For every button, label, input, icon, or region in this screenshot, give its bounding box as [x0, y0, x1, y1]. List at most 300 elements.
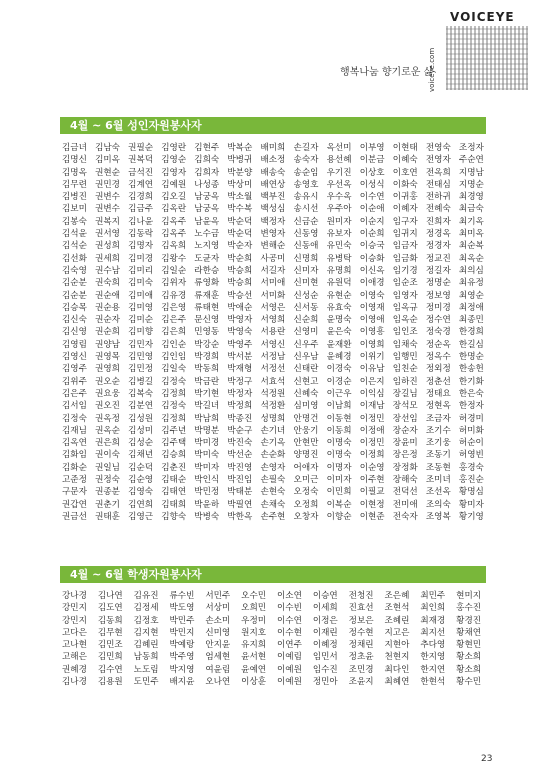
volunteer-name: 조동현 — [425, 462, 451, 473]
volunteer-name: 허순이 — [458, 438, 484, 449]
volunteer-name: 서정선 — [260, 364, 286, 375]
volunteer-name: 윤명숙 — [326, 315, 352, 326]
volunteer-name: 이명숙 — [326, 438, 352, 449]
volunteer-name: 김순분 — [62, 290, 87, 301]
volunteer-name: 어애자 — [293, 462, 319, 473]
volunteer-name: 이애경 — [359, 278, 385, 289]
volunteer-name: 손채숙 — [260, 499, 286, 510]
volunteer-name: 유효숙 — [326, 302, 352, 313]
volunteer-name: 이순희 — [359, 229, 385, 240]
volunteer-name: 도균자 — [194, 253, 220, 264]
volunteer-name: 류재훈 — [194, 290, 220, 301]
volunteer-name: 황명심 — [458, 487, 484, 498]
volunteer-name: 최경영 — [458, 192, 484, 203]
volunteer-name: 박미경 — [194, 438, 220, 449]
volunteer-name: 석정환 — [260, 401, 286, 412]
volunteer-name: 배미희 — [260, 143, 286, 153]
volunteer-name: 정미경 — [425, 302, 451, 313]
volunteer-name: 최금숙 — [458, 204, 484, 215]
volunteer-name: 황기영 — [458, 511, 484, 522]
adult-volunteers-list — [62, 142, 492, 523]
volunteer-name: 이예원 — [276, 677, 302, 688]
volunteer-name: 김병길 — [128, 376, 154, 387]
volunteer-name: 우정미 — [241, 615, 267, 626]
adult-volunteers-heading: 4월 ~ 6월 성인자원봉사자 — [60, 117, 486, 134]
volunteer-name: 권숙희 — [95, 278, 120, 289]
volunteer-name: 류영화 — [194, 278, 220, 289]
volunteer-name: 사공미 — [260, 253, 286, 264]
student-volunteers-list — [62, 590, 492, 688]
volunteer-name: 이예림 — [276, 652, 302, 663]
volunteer-name: 박도영 — [169, 603, 195, 614]
volunteer-name: 강민지 — [62, 615, 87, 626]
volunteer-name: 정보은 — [348, 615, 374, 626]
volunteer-name: 윤혜경 — [326, 352, 352, 363]
volunteer-name: 최옥순 — [458, 253, 484, 264]
volunteer-name: 박병귀 — [227, 155, 253, 166]
volunteer-name: 김선화 — [62, 253, 87, 264]
volunteer-name: 한경희 — [458, 327, 484, 338]
volunteer-name: 박순구 — [227, 425, 253, 436]
volunteer-name: 오수민 — [241, 591, 267, 601]
volunteer-name: 안지윤 — [205, 640, 231, 651]
volunteer-name: 한지연 — [420, 664, 446, 675]
volunteer-name: 박분양 — [227, 167, 253, 178]
volunteer-name: 신성순 — [293, 290, 319, 301]
volunteer-name: 박기현 — [194, 388, 220, 399]
volunteer-name: 김남숙 — [95, 143, 120, 153]
volunteer-name: 이명숙 — [326, 450, 352, 461]
volunteer-name: 김동희 — [97, 615, 123, 626]
volunteer-name: 라한승 — [194, 265, 220, 276]
volunteer-name: 김채년 — [128, 450, 154, 461]
volunteer-name: 박민주 — [169, 615, 195, 626]
volunteer-name: 김인임 — [161, 352, 187, 363]
volunteer-name: 이필교 — [359, 487, 385, 498]
volunteer-name: 배소정 — [260, 155, 286, 166]
volunteer-name: 김일순 — [161, 265, 187, 276]
volunteer-name: 유명희 — [326, 265, 352, 276]
volunteer-name: 이수연 — [276, 615, 302, 626]
volunteer-name: 김은희 — [161, 327, 187, 338]
volunteer-name: 서효석 — [260, 376, 286, 387]
volunteer-name: 허영빈 — [458, 450, 484, 461]
volunteer-name: 신현고 — [293, 376, 319, 387]
volunteer-name: 권복지 — [95, 216, 120, 227]
volunteer-name: 김위주 — [62, 376, 87, 387]
volunteer-name: 류태현 — [194, 302, 220, 313]
volunteer-name: 이경순 — [326, 376, 352, 387]
volunteer-name: 김영신 — [62, 352, 87, 363]
volunteer-name: 고준정 — [62, 475, 87, 486]
volunteer-name: 오정숙 — [293, 487, 319, 498]
volunteer-name: 지명순 — [458, 179, 484, 190]
volunteer-name: 이연주 — [276, 640, 302, 651]
volunteer-name: 박주영 — [169, 652, 195, 663]
volunteer-name: 김옥희 — [161, 241, 187, 252]
volunteer-name: 이성식 — [359, 179, 385, 190]
volunteer-name: 김신영 — [62, 327, 87, 338]
volunteer-name: 백부진 — [260, 192, 286, 203]
volunteer-name: 유병탁 — [326, 253, 352, 264]
volunteer-name: 노지영 — [194, 241, 220, 252]
volunteer-name: 황경진 — [456, 615, 482, 626]
volunteer-name: 조금자 — [425, 413, 451, 424]
volunteer-name: 권혜경 — [62, 664, 87, 675]
volunteer-name: 한명순 — [458, 352, 484, 363]
volunteer-name: 박순덕 — [227, 229, 253, 240]
volunteer-name: 권금선 — [62, 511, 87, 522]
volunteer-name: 김인순 — [161, 339, 187, 350]
volunteer-name: 김오길 — [161, 192, 187, 203]
volunteer-name: 이재남 — [359, 401, 385, 412]
volunteer-name: 서용란 — [260, 327, 286, 338]
volunteer-name: 김순덕 — [128, 462, 154, 473]
volunteer-name: 송유시 — [293, 192, 319, 203]
volunteer-name: 홍수진 — [456, 603, 482, 614]
volunteer-name: 김옥연 — [62, 438, 87, 449]
volunteer-name: 박애순 — [227, 302, 253, 313]
volunteer-name: 전하귀 — [425, 192, 451, 203]
volunteer-name: 김옥주 — [161, 216, 187, 227]
volunteer-name: 이혜정 — [312, 640, 338, 651]
volunteer-name: 박민정 — [194, 487, 220, 498]
volunteer-name: 권이숙 — [95, 450, 120, 461]
volunteer-name: 지고은 — [384, 627, 410, 638]
volunteer-name: 손길자 — [293, 143, 319, 153]
volunteer-name: 이근우 — [326, 388, 352, 399]
volunteer-name: 남윤옥 — [194, 216, 220, 227]
volunteer-name: 박서분 — [227, 352, 253, 363]
volunteer-name: 이예원 — [276, 664, 302, 675]
volunteer-name: 정옥수 — [425, 352, 451, 363]
volunteer-name: 노수금 — [194, 229, 220, 240]
volunteer-name: 남궁옥 — [194, 204, 220, 215]
volunteer-name: 이수연 — [359, 192, 385, 203]
volunteer-name: 최기옥 — [458, 216, 484, 227]
volunteer-name: 권종분 — [95, 487, 120, 498]
volunteer-name: 최미옥 — [458, 229, 484, 240]
volunteer-name: 장순자 — [392, 425, 418, 436]
volunteer-name: 홍진순 — [458, 475, 484, 486]
volunteer-name: 정경옥 — [425, 229, 451, 240]
volunteer-name: 송순임 — [293, 167, 319, 178]
volunteer-name: 김성원 — [128, 413, 154, 424]
volunteer-name: 이정민 — [359, 438, 385, 449]
volunteer-name: 박정희 — [227, 401, 253, 412]
volunteer-name: 문신영 — [194, 315, 220, 326]
volunteer-name: 이상호 — [359, 167, 385, 178]
volunteer-name: 박태분 — [227, 487, 253, 498]
volunteer-name: 최정애 — [458, 302, 484, 313]
volunteer-name: 김성순 — [128, 438, 154, 449]
volunteer-name: 박선순 — [227, 450, 253, 461]
volunteer-name: 원미자 — [326, 216, 352, 227]
volunteer-name: 이순영 — [359, 462, 385, 473]
volunteer-name: 김옥주 — [161, 229, 187, 240]
volunteer-name: 김신숙 — [62, 315, 87, 326]
volunteer-name: 정순옥 — [425, 339, 451, 350]
volunteer-name: 우주아 — [326, 204, 352, 215]
volunteer-name: 김보미 — [62, 204, 87, 215]
volunteer-name: 김민조 — [97, 640, 123, 651]
volunteer-name: 한현석 — [420, 677, 446, 688]
volunteer-name: 조혜린 — [384, 615, 410, 626]
volunteer-name: 김정희 — [161, 388, 187, 399]
volunteer-name: 지명남 — [458, 167, 484, 178]
volunteer-name: 신명희 — [293, 253, 319, 264]
volunteer-name: 박길녀 — [194, 401, 220, 412]
volunteer-name: 조선옥 — [425, 487, 451, 498]
volunteer-name: 서민주 — [205, 591, 231, 601]
volunteer-name: 김무현 — [97, 627, 123, 638]
volunteer-name: 정숙경 — [425, 327, 451, 338]
volunteer-name: 민영동 — [194, 327, 220, 338]
volunteer-name: 김명신 — [62, 155, 87, 166]
volunteer-name: 권태훈 — [95, 511, 120, 522]
volunteer-name: 엄세현 — [205, 652, 231, 663]
volunteer-name: 신동애 — [293, 241, 319, 252]
volunteer-name: 김옥란 — [161, 204, 187, 215]
volunteer-name: 이영숙 — [359, 290, 385, 301]
volunteer-name: 김수연 — [97, 664, 123, 675]
volunteer-name: 이정민 — [359, 413, 385, 424]
volunteer-name: 김숙영 — [62, 265, 87, 276]
volunteer-name: 이혜자 — [392, 204, 418, 215]
volunteer-name: 박민지 — [169, 627, 195, 638]
volunteer-name: 권순애 — [95, 290, 120, 301]
volunteer-name: 김미숙 — [128, 278, 154, 289]
volunteer-name: 전청진 — [348, 591, 374, 601]
volunteer-name: 손기녀 — [260, 425, 286, 436]
volunteer-name: 이은지 — [359, 376, 385, 387]
page-number: 23 — [481, 754, 493, 764]
volunteer-name: 강나경 — [62, 591, 87, 601]
volunteer-name: 오정희 — [293, 499, 319, 510]
volunteer-name: 권옥정 — [95, 413, 120, 424]
volunteer-name: 남동희 — [133, 652, 159, 663]
volunteer-name: 정태요 — [425, 388, 451, 399]
volunteer-name: 전영자 — [425, 155, 451, 166]
volunteer-name: 정외정 — [425, 364, 451, 375]
volunteer-name: 권정숙 — [95, 475, 120, 486]
volunteer-name: 윤재환 — [326, 339, 352, 350]
volunteer-name: 현미지 — [456, 591, 482, 601]
volunteer-name: 이향순 — [326, 511, 352, 522]
volunteer-name: 박필연 — [227, 499, 253, 510]
volunteer-name: 김태연 — [161, 487, 187, 498]
volunteer-name: 김순영 — [128, 475, 154, 486]
volunteer-name: 조현석 — [384, 603, 410, 614]
volunteer-name: 송시선 — [293, 204, 319, 215]
volunteer-name: 이호연 — [392, 167, 418, 178]
volunteer-name: 김민자 — [128, 339, 154, 350]
volunteer-name: 정명순 — [425, 278, 451, 289]
volunteer-name: 박병숙 — [194, 511, 220, 522]
volunteer-name: 이동현 — [326, 413, 352, 424]
volunteer-name: 윤예연 — [241, 664, 267, 675]
volunteer-name: 김복숙 — [128, 388, 154, 399]
volunteer-name: 이경숙 — [326, 364, 352, 375]
volunteer-name: 손순화 — [260, 450, 286, 461]
volunteer-name: 박소월 — [227, 192, 253, 203]
volunteer-name: 김영순 — [161, 155, 187, 166]
volunteer-name: 김태희 — [161, 499, 187, 510]
volunteer-name: 임영자 — [392, 290, 418, 301]
volunteer-name: 김민영 — [128, 352, 154, 363]
volunteer-name: 윤서현 — [241, 652, 267, 663]
volunteer-name: 홍경숙 — [458, 462, 484, 473]
volunteer-name: 신우남 — [293, 352, 319, 363]
volunteer-name: 김나윤 — [128, 216, 154, 227]
volunteer-name: 김병진 — [62, 192, 87, 203]
volunteer-name: 전혜숙 — [425, 204, 451, 215]
volunteer-name: 최혜연 — [384, 677, 410, 688]
volunteer-name: 이수빈 — [276, 603, 302, 614]
volunteer-name: 이승연 — [312, 591, 338, 601]
volunteer-name: 장길님 — [392, 388, 418, 399]
volunteer-name: 최영순 — [458, 290, 484, 301]
volunteer-name: 김나경 — [62, 677, 87, 688]
volunteer-name: 손주현 — [260, 511, 286, 522]
volunteer-name: 박복순 — [227, 143, 253, 153]
volunteer-name: 권서영 — [95, 229, 120, 240]
volunteer-name: 안명건 — [293, 413, 319, 424]
volunteer-name: 황현민 — [456, 640, 482, 651]
volunteer-name: 권영목 — [95, 352, 120, 363]
volunteer-name: 우기진 — [326, 167, 352, 178]
volunteer-name: 이위기 — [359, 352, 385, 363]
volunteer-name: 이수현 — [276, 627, 302, 638]
volunteer-name: 임인조 — [392, 327, 418, 338]
volunteer-name: 권춘기 — [95, 499, 120, 510]
volunteer-name: 조의숙 — [425, 499, 451, 510]
volunteer-name: 정채린 — [348, 640, 374, 651]
volunteer-name: 장윤미 — [392, 438, 418, 449]
volunteer-name: 황소희 — [456, 664, 482, 675]
volunteer-name: 안웅기 — [293, 425, 319, 436]
volunteer-name: 신영미 — [293, 327, 319, 338]
volunteer-name: 김은주 — [161, 315, 187, 326]
volunteer-name: 권변수 — [95, 192, 120, 203]
volunteer-name: 허경미 — [458, 413, 484, 424]
volunteer-name: 유현순 — [326, 290, 352, 301]
volunteer-name: 김무련 — [62, 179, 87, 190]
volunteer-name: 이정애 — [359, 425, 385, 436]
volunteer-name: 임순조 — [392, 278, 418, 289]
volunteer-name: 이혜숙 — [392, 155, 418, 166]
volunteer-name: 권필순 — [128, 143, 154, 153]
volunteer-name: 김나연 — [97, 591, 123, 601]
volunteer-name: 한기화 — [458, 376, 484, 387]
volunteer-name: 조민경 — [348, 664, 374, 675]
volunteer-name: 권성희 — [95, 241, 120, 252]
volunteer-name: 이영재 — [359, 302, 385, 313]
volunteer-name: 김영란 — [161, 143, 187, 153]
volunteer-name: 이상훈 — [241, 677, 267, 688]
volunteer-name: 이정희 — [359, 450, 385, 461]
volunteer-name: 김왕수 — [161, 253, 187, 264]
volunteer-name: 최인희 — [420, 603, 446, 614]
volunteer-name: 여윤림 — [205, 664, 231, 675]
volunteer-name: 배연상 — [260, 179, 286, 190]
volunteer-name: 박재형 — [227, 364, 253, 375]
volunteer-name: 김명옥 — [62, 167, 87, 178]
volunteer-name: 이주현 — [359, 475, 385, 486]
volunteer-name: 손필숙 — [260, 475, 286, 486]
volunteer-name: 최종민 — [458, 315, 484, 326]
volunteer-name: 김향숙 — [161, 511, 187, 522]
volunteer-name: 조정자 — [458, 143, 484, 153]
volunteer-name: 임친순 — [392, 364, 418, 375]
volunteer-name: 박동희 — [194, 364, 220, 375]
volunteer-name: 박미자 — [194, 462, 220, 473]
volunteer-name: 박영자 — [227, 315, 253, 326]
volunteer-name: 손소미 — [205, 615, 231, 626]
volunteer-name: 김계연 — [128, 179, 154, 190]
volunteer-name: 김금주 — [128, 204, 154, 215]
volunteer-name: 임수진 — [312, 664, 338, 675]
volunteer-name: 정현옥 — [425, 401, 451, 412]
volunteer-name: 박강순 — [194, 339, 220, 350]
volunteer-name: 박정구 — [227, 376, 253, 387]
volunteer-name: 김승희 — [161, 450, 187, 461]
volunteer-name: 최지선 — [420, 627, 446, 638]
volunteer-name: 최재경 — [420, 615, 446, 626]
volunteer-name: 장정화 — [392, 462, 418, 473]
volunteer-name: 신미자 — [293, 265, 319, 276]
volunteer-name: 조윤지 — [348, 677, 374, 688]
volunteer-name: 한정자 — [458, 401, 484, 412]
volunteer-name: 박진임 — [227, 475, 253, 486]
volunteer-name: 장은정 — [392, 450, 418, 461]
volunteer-name: 나성종 — [194, 179, 220, 190]
volunteer-name: 손기옥 — [260, 438, 286, 449]
volunteer-name: 손현숙 — [260, 487, 286, 498]
volunteer-name: 김동락 — [128, 229, 154, 240]
volunteer-name: 금석진 — [128, 167, 154, 178]
volunteer-name: 전미애 — [392, 499, 418, 510]
volunteer-name: 김금녀 — [62, 143, 87, 153]
volunteer-name: 이분금 — [359, 155, 385, 166]
volunteer-name: 이미자 — [326, 475, 352, 486]
volunteer-name: 김순분 — [62, 278, 87, 289]
volunteer-name: 이승화 — [359, 253, 385, 264]
volunteer-name: 조미녀 — [425, 475, 451, 486]
volunteer-name: 김민희 — [97, 652, 123, 663]
volunteer-name: 김영자 — [161, 167, 187, 178]
volunteer-name: 임하진 — [392, 376, 418, 387]
volunteer-name: 임옥규 — [392, 302, 418, 313]
volunteer-name: 이현태 — [392, 143, 418, 153]
volunteer-name: 박예랑 — [169, 640, 195, 651]
volunteer-name: 서영희 — [260, 315, 286, 326]
volunteer-name: 임금자 — [392, 241, 418, 252]
brand-url: voiceye.com — [428, 47, 436, 92]
volunteer-name: 임민서 — [312, 652, 338, 663]
volunteer-name: 박수복 — [227, 204, 253, 215]
volunteer-name: 신동영 — [293, 229, 319, 240]
volunteer-name: 박인식 — [194, 475, 220, 486]
volunteer-name: 김주년 — [161, 425, 187, 436]
volunteer-name: 이순애 — [359, 204, 385, 215]
volunteer-name: 박영주 — [227, 339, 253, 350]
volunteer-name: 조기웅 — [425, 438, 451, 449]
volunteer-name: 김정호 — [133, 615, 159, 626]
volunteer-name: 서영신 — [260, 339, 286, 350]
volunteer-name: 박승희 — [227, 265, 253, 276]
volunteer-name: 권갑연 — [62, 499, 87, 510]
